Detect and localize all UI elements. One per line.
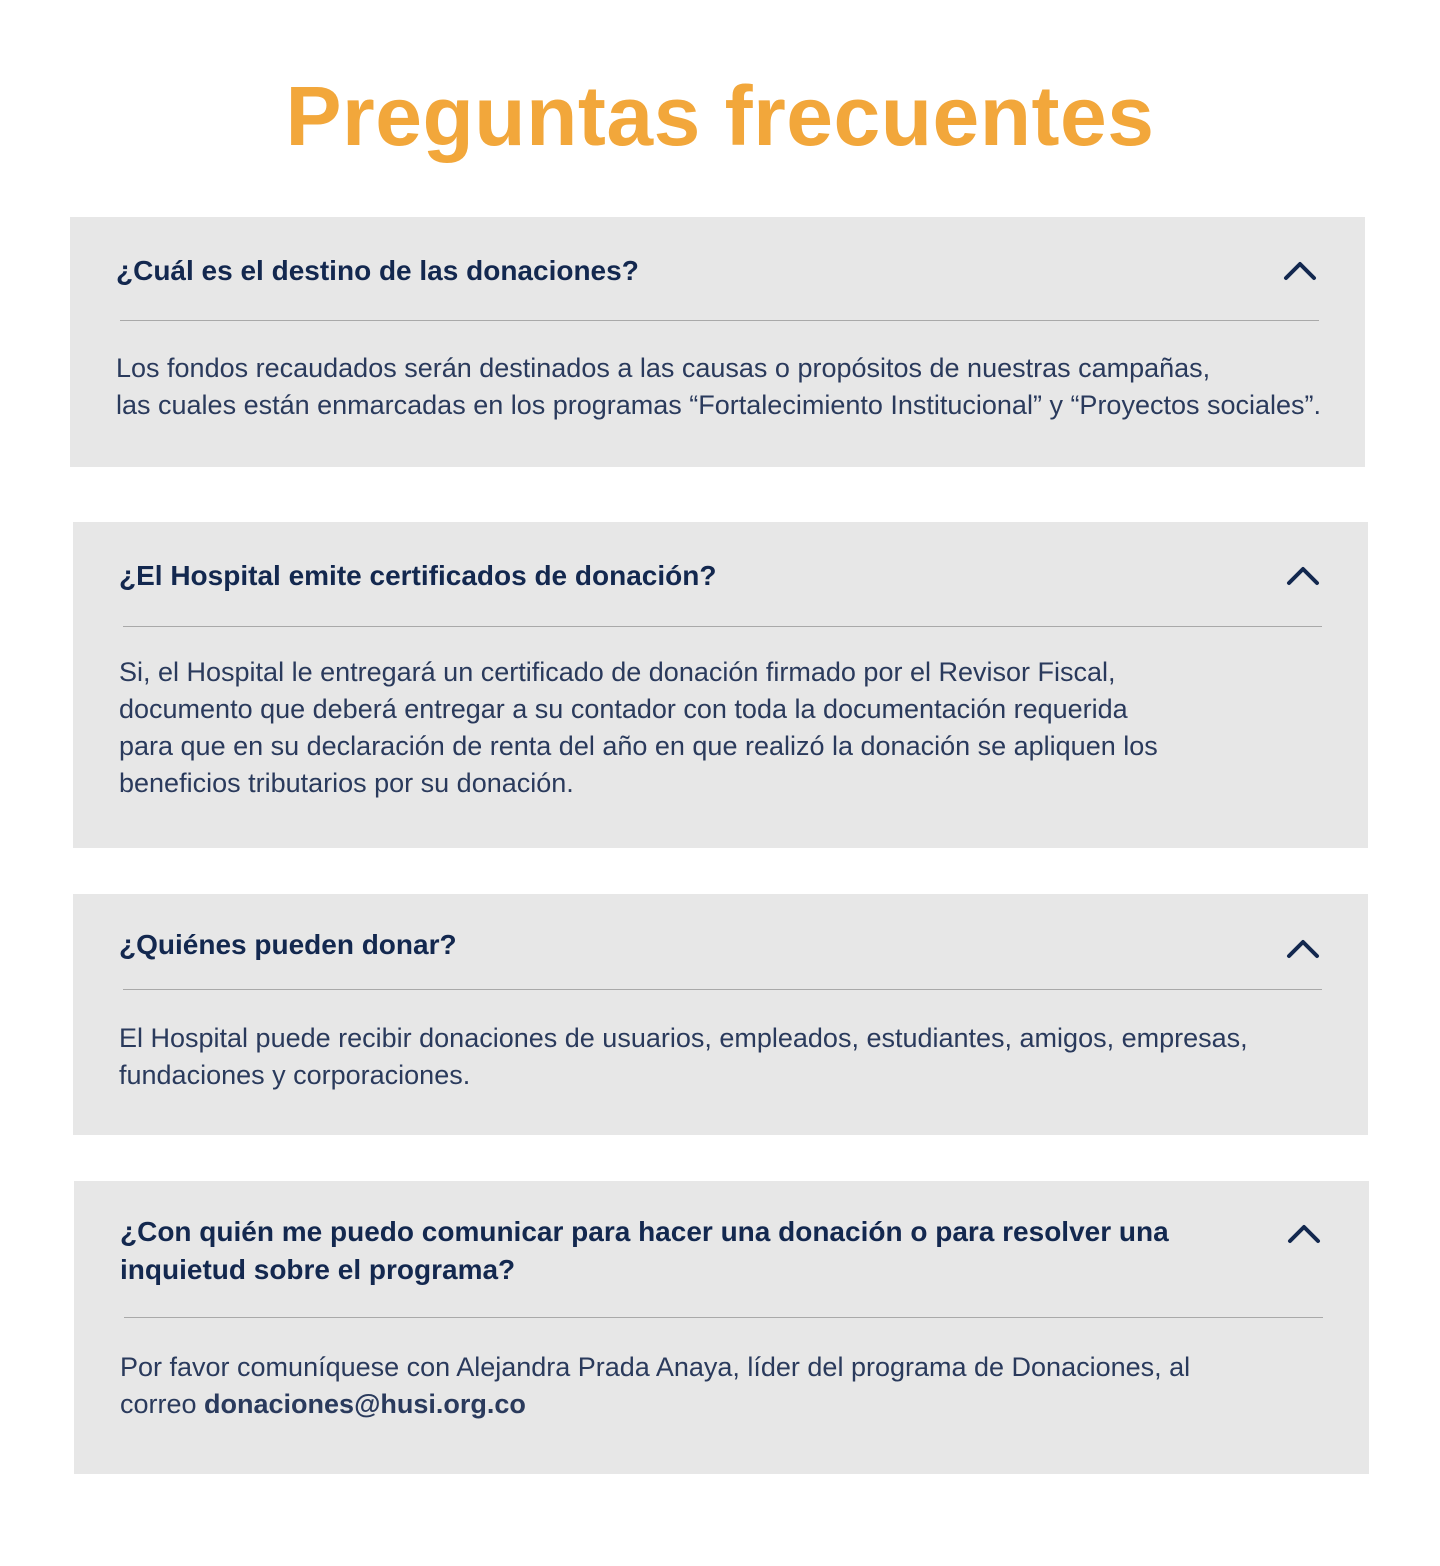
- question-line: inquietud sobre el programa?: [120, 1254, 516, 1285]
- faq-divider: [123, 989, 1322, 990]
- faq-divider: [124, 1317, 1323, 1318]
- chevron-up-icon[interactable]: [1286, 936, 1320, 960]
- faq-item-certificados: [73, 522, 1368, 848]
- faq-item-quienes: [73, 894, 1368, 1135]
- faq-header[interactable]: [116, 252, 1317, 290]
- email-link[interactable]: donaciones@husi.org.co: [204, 1389, 526, 1419]
- answer-line: Los fondos recaudados serán destinados a las causas o propósitos de nuestras campañas,: [116, 353, 1211, 383]
- faq-divider: [120, 320, 1319, 321]
- answer-line: las cuales están enmarcadas en los programas “Fortalecimiento Institucional” y “Proyectos sociales”.: [116, 390, 1322, 420]
- faq-answer: [119, 654, 1328, 802]
- faq-question: [120, 1213, 1169, 1289]
- chevron-up-icon[interactable]: [1283, 258, 1317, 282]
- faq-item-contacto: [74, 1181, 1369, 1474]
- answer-line: Si, el Hospital le entregará un certificado de donación firmado por el Revisor Fiscal,: [119, 657, 1116, 687]
- answer-line: Por favor comuníquese con Alejandra Prada Anaya, líder del programa de Donaciones, al: [120, 1352, 1191, 1382]
- faq-answer: [119, 1020, 1328, 1094]
- faq-header[interactable]: [119, 926, 1320, 964]
- page-title: Preguntas frecuentes: [285, 69, 1155, 163]
- answer-line: fundaciones y corporaciones.: [119, 1060, 471, 1090]
- answer-line: documento que deberá entregar a su contador con toda la documentación requerida: [119, 694, 1128, 724]
- chevron-up-icon[interactable]: [1286, 563, 1320, 587]
- answer-prefix: correo: [120, 1389, 205, 1419]
- answer-line: El Hospital puede recibir donaciones de usuarios, empleados, estudiantes, amigos, empresas,: [119, 1023, 1248, 1053]
- faq-answer: [116, 350, 1325, 424]
- answer-line: beneficios tributarios por su donación.: [119, 768, 574, 798]
- faq-question: ¿Quiénes pueden donar?: [119, 929, 457, 960]
- faq-question: ¿Cuál es el destino de las donaciones?: [116, 255, 639, 286]
- question-line: ¿Con quién me puedo comunicar para hacer una donación o para resolver una: [120, 1216, 1169, 1247]
- chevron-up-icon[interactable]: [1287, 1221, 1321, 1245]
- faq-header[interactable]: [119, 557, 1320, 595]
- answer-line: para que en su declaración de renta del año en que realizó la donación se apliquen los: [119, 731, 1158, 761]
- faq-item-destino: [70, 217, 1365, 467]
- faq-question: ¿El Hospital emite certificados de donación?: [119, 560, 717, 591]
- faq-answer: [120, 1349, 1329, 1423]
- faq-header[interactable]: [120, 1213, 1321, 1289]
- answer-line: [120, 1386, 1329, 1423]
- faq-divider: [123, 626, 1322, 627]
